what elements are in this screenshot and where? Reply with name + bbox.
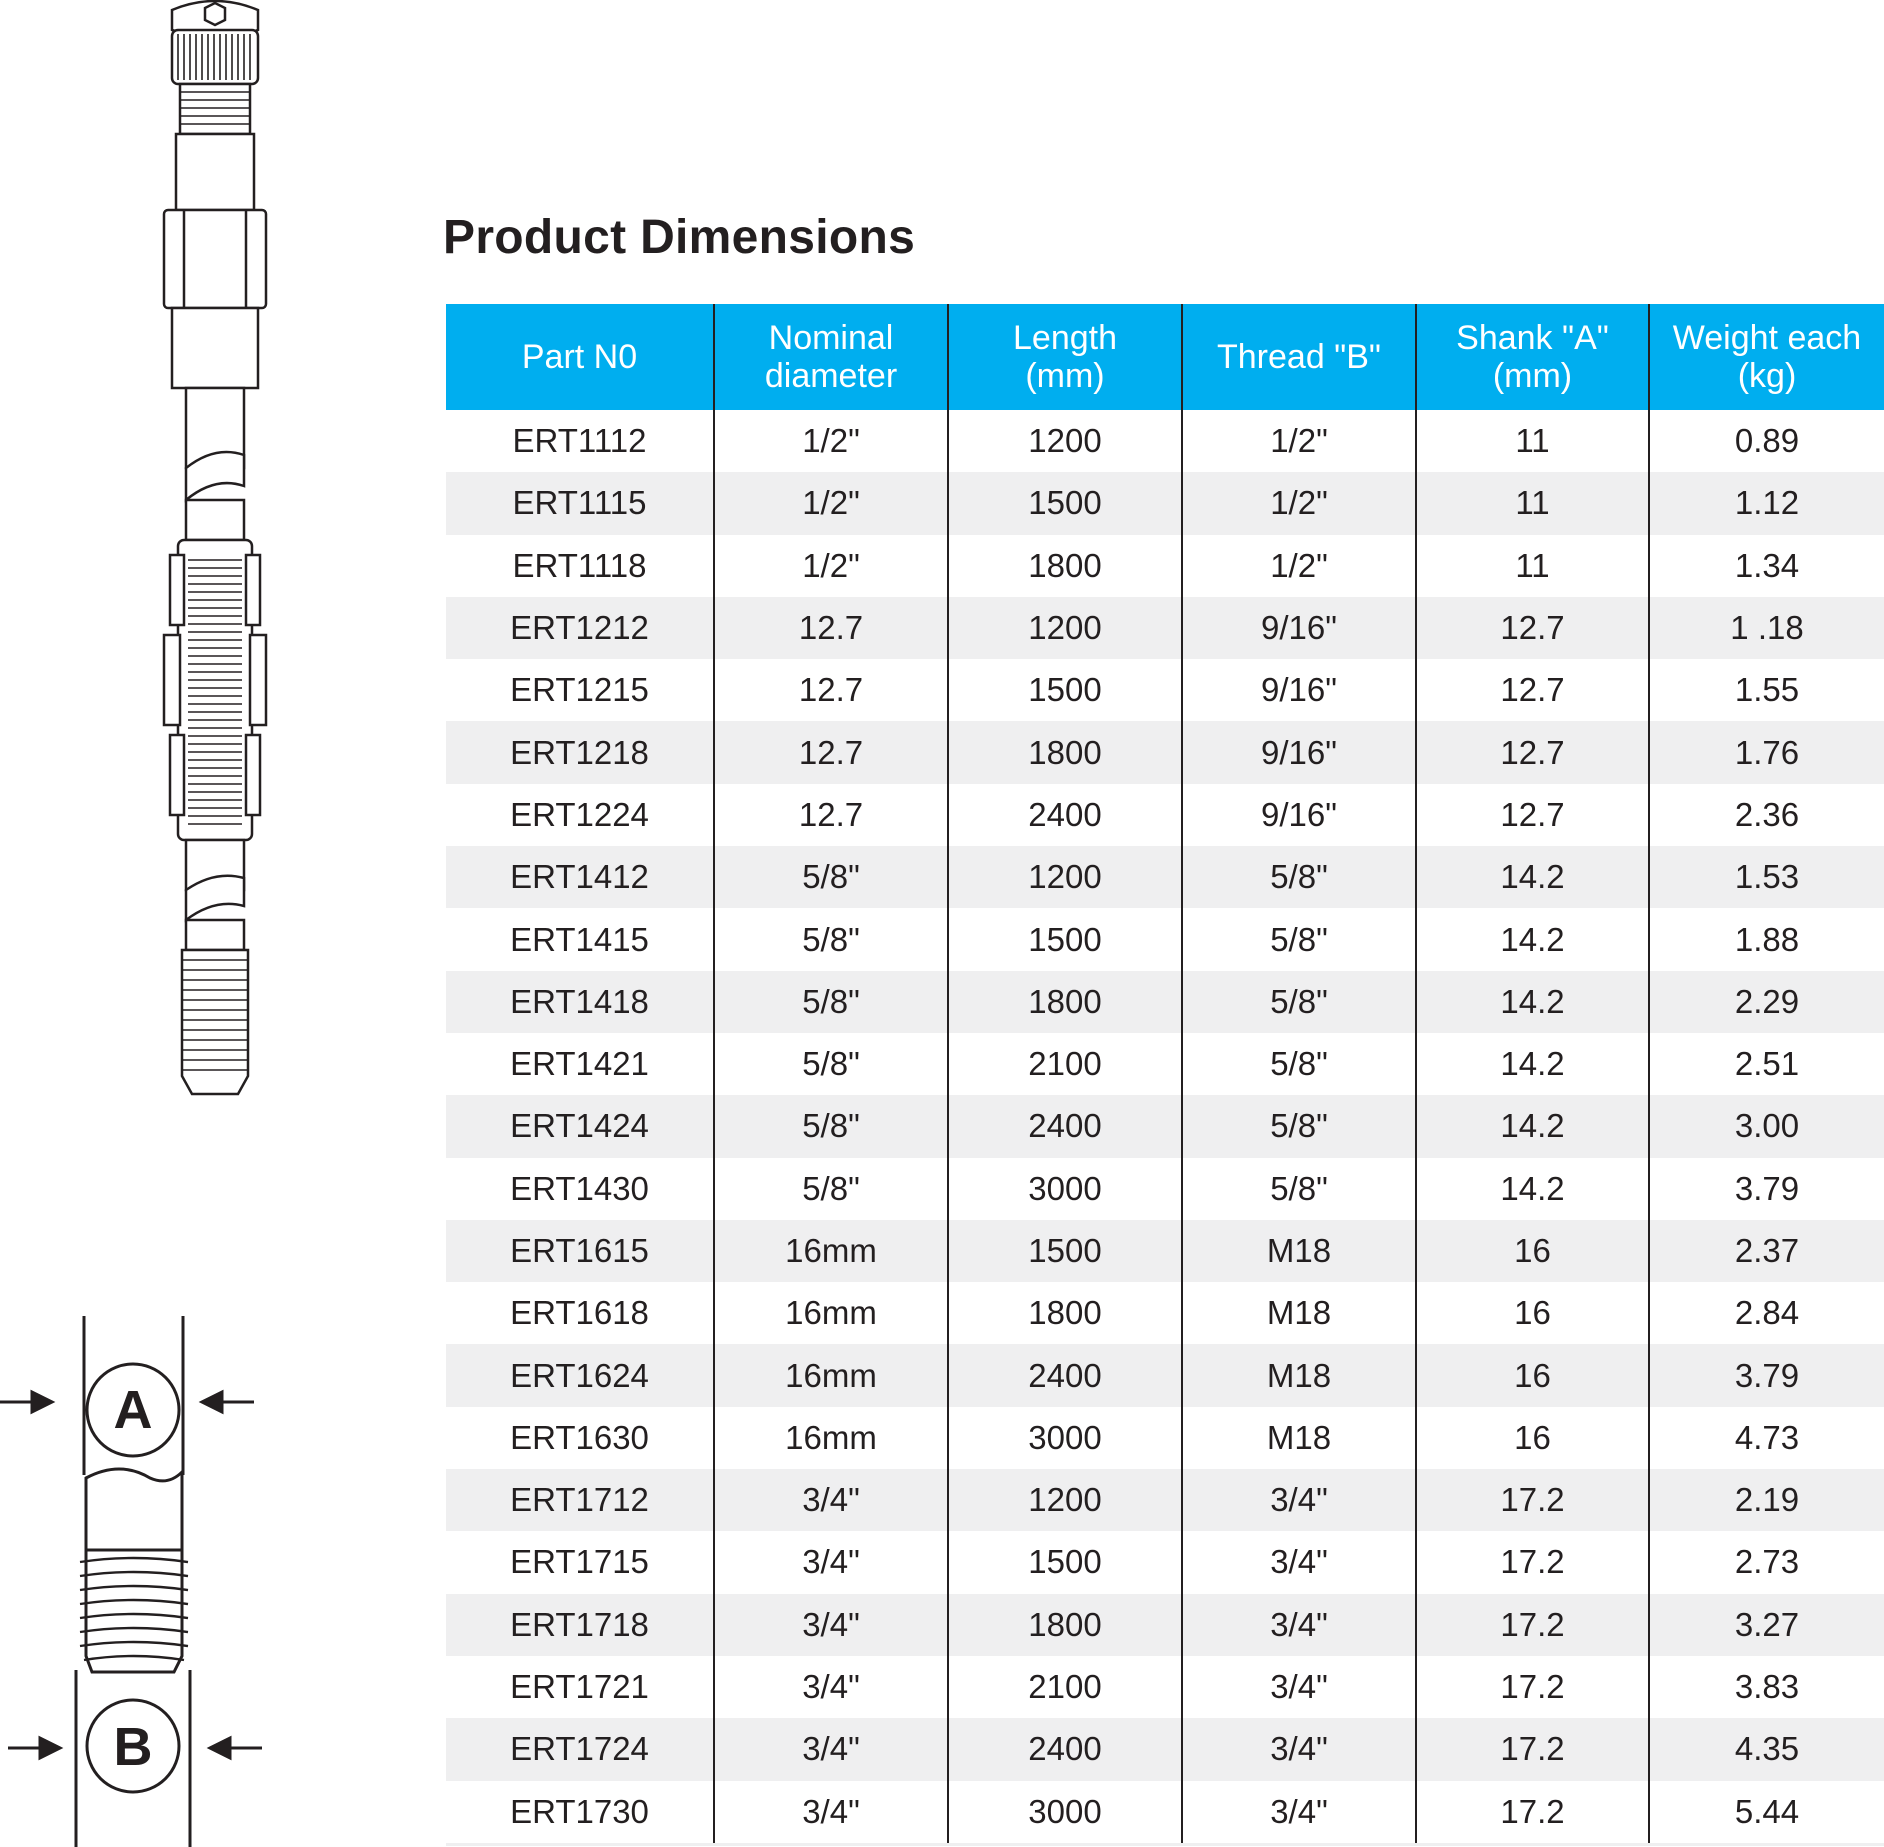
cell-thread-b: 3/4" bbox=[1182, 1781, 1416, 1845]
cell-thread-b: 5/8" bbox=[1182, 846, 1416, 908]
cell-weight: 0.89 bbox=[1734, 422, 1800, 460]
cell-thread-b: 9/16" bbox=[1182, 659, 1416, 721]
cell-shank-a: 17.2 bbox=[1416, 1594, 1649, 1656]
cell-thread-b: 3/4" bbox=[1182, 1531, 1416, 1593]
cell-thread-b: 1/2" bbox=[1182, 472, 1416, 534]
cell-thread-b: M18 bbox=[1182, 1344, 1416, 1406]
cell-part-no: ERT1421 bbox=[446, 1033, 714, 1095]
arrow-left-icon bbox=[210, 1738, 262, 1758]
cell-shank-a: 17.2 bbox=[1416, 1531, 1649, 1593]
cell-nominal-diameter: 1/2" bbox=[714, 410, 948, 472]
table-row bbox=[446, 1656, 1884, 1718]
cell-length: 2100 bbox=[948, 1656, 1182, 1718]
cell-nominal-diameter: 5/8" bbox=[714, 971, 948, 1033]
label-b: B bbox=[113, 1717, 153, 1777]
arrow-left-icon bbox=[202, 1392, 254, 1412]
table-row bbox=[446, 971, 1884, 1033]
cell-thread-b: 5/8" bbox=[1182, 1158, 1416, 1220]
cell-thread-b: 9/16" bbox=[1182, 784, 1416, 846]
cell-weight: 2.36 bbox=[1734, 795, 1800, 833]
cell-thread-b: 5/8" bbox=[1182, 1095, 1416, 1157]
cell-length: 1800 bbox=[948, 535, 1182, 597]
table-row bbox=[446, 721, 1884, 783]
table-row bbox=[446, 1282, 1884, 1344]
cell-nominal-diameter: 12.7 bbox=[714, 659, 948, 721]
cell-nominal-diameter: 16mm bbox=[714, 1407, 948, 1469]
cell-nominal-diameter: 12.7 bbox=[714, 597, 948, 659]
cell-length: 1800 bbox=[948, 971, 1182, 1033]
cell-weight: 4.73 bbox=[1734, 1418, 1800, 1456]
table-row bbox=[446, 659, 1884, 721]
cell-length: 1500 bbox=[948, 472, 1182, 534]
cell-part-no: ERT1415 bbox=[446, 908, 714, 970]
cell-shank-a: 17.2 bbox=[1416, 1781, 1649, 1845]
arrow-right-icon bbox=[0, 1392, 52, 1412]
table-row bbox=[446, 1158, 1884, 1220]
cell-weight: 1 .18 bbox=[1649, 597, 1884, 659]
cell-nominal-diameter: 5/8" bbox=[714, 1033, 948, 1095]
cell-part-no: ERT1630 bbox=[446, 1407, 714, 1469]
cell-shank-a: 16 bbox=[1416, 1344, 1649, 1406]
table-row bbox=[446, 846, 1884, 908]
table-row bbox=[446, 1594, 1884, 1656]
cell-shank-a: 14.2 bbox=[1416, 1158, 1649, 1220]
cell-weight: 1.12 bbox=[1649, 472, 1884, 534]
cell-shank-a: 16 bbox=[1416, 1220, 1649, 1282]
cell-weight: 2.51 bbox=[1734, 1045, 1800, 1083]
cell-shank-a: 14.2 bbox=[1416, 1033, 1649, 1095]
cell-part-no: ERT1624 bbox=[446, 1344, 714, 1406]
cell-weight: 4.35 bbox=[1649, 1718, 1884, 1780]
cell-length: 2400 bbox=[948, 784, 1182, 846]
cell-length: 1800 bbox=[948, 1282, 1182, 1344]
cell-part-no: ERT1618 bbox=[446, 1282, 714, 1344]
cell-thread-b: 9/16" bbox=[1182, 597, 1416, 659]
cell-weight: 2.73 bbox=[1734, 1543, 1800, 1581]
cell-weight: 1.76 bbox=[1649, 721, 1884, 783]
cell-length: 2100 bbox=[948, 1033, 1182, 1095]
cell-shank-a: 17.2 bbox=[1416, 1718, 1649, 1780]
cell-nominal-diameter: 5/8" bbox=[714, 1158, 948, 1220]
earth-rod-illustration bbox=[150, 0, 280, 1110]
cell-nominal-diameter: 3/4" bbox=[714, 1781, 948, 1845]
cell-nominal-diameter: 5/8" bbox=[714, 1095, 948, 1157]
cell-shank-a: 11 bbox=[1416, 535, 1649, 597]
cell-part-no: ERT1715 bbox=[446, 1531, 714, 1593]
table-row bbox=[446, 1718, 1884, 1780]
cell-nominal-diameter: 16mm bbox=[714, 1220, 948, 1282]
cell-shank-a: 11 bbox=[1416, 472, 1649, 534]
cell-part-no: ERT1115 bbox=[446, 472, 714, 534]
cell-thread-b: 5/8" bbox=[1182, 971, 1416, 1033]
cell-thread-b: 1/2" bbox=[1182, 535, 1416, 597]
cell-part-no: ERT1724 bbox=[446, 1718, 714, 1780]
cell-thread-b: 5/8" bbox=[1182, 908, 1416, 970]
header-shank-a: Shank "A" (mm) bbox=[1416, 304, 1649, 410]
cell-part-no: ERT1712 bbox=[446, 1469, 714, 1531]
label-a: A bbox=[113, 1380, 153, 1440]
table-row bbox=[446, 410, 1884, 472]
cell-shank-a: 17.2 bbox=[1416, 1656, 1649, 1718]
cell-thread-b: M18 bbox=[1182, 1282, 1416, 1344]
table-header-row bbox=[446, 304, 1884, 410]
cell-weight: 1.34 bbox=[1734, 546, 1800, 584]
cell-nominal-diameter: 12.7 bbox=[714, 721, 948, 783]
cell-thread-b: M18 bbox=[1182, 1220, 1416, 1282]
cell-length: 1500 bbox=[948, 659, 1182, 721]
cell-part-no: ERT1718 bbox=[446, 1594, 714, 1656]
cell-weight: 2.84 bbox=[1734, 1294, 1800, 1332]
coupler-sleeve bbox=[178, 540, 252, 840]
cell-length: 1200 bbox=[948, 846, 1182, 908]
cell-shank-a: 16 bbox=[1416, 1407, 1649, 1469]
cell-part-no: ERT1615 bbox=[446, 1220, 714, 1282]
cell-nominal-diameter: 1/2" bbox=[714, 472, 948, 534]
cell-part-no: ERT1721 bbox=[446, 1656, 714, 1718]
cell-length: 2400 bbox=[948, 1344, 1182, 1406]
cell-thread-b: 9/16" bbox=[1182, 721, 1416, 783]
cell-part-no: ERT1112 bbox=[446, 410, 714, 472]
cell-nominal-diameter: 1/2" bbox=[714, 535, 948, 597]
cell-length: 1200 bbox=[948, 597, 1182, 659]
knurled-collar bbox=[172, 30, 258, 84]
cell-length: 2400 bbox=[948, 1095, 1182, 1157]
table-row bbox=[446, 908, 1884, 970]
cell-weight: 5.44 bbox=[1649, 1781, 1884, 1845]
cell-part-no: ERT1430 bbox=[446, 1158, 714, 1220]
cell-part-no: ERT1212 bbox=[446, 597, 714, 659]
cell-nominal-diameter: 16mm bbox=[714, 1282, 948, 1344]
cell-weight: 3.79 bbox=[1734, 1169, 1800, 1207]
cell-weight: 2.29 bbox=[1649, 971, 1884, 1033]
cell-thread-b: 5/8" bbox=[1182, 1033, 1416, 1095]
table-body bbox=[446, 410, 1884, 1844]
page-title: Product Dimensions bbox=[443, 211, 916, 264]
table-row bbox=[446, 535, 1884, 597]
dimension-diagram bbox=[0, 1310, 280, 1847]
table-row bbox=[446, 1407, 1884, 1469]
cell-length: 1500 bbox=[948, 1220, 1182, 1282]
table-row bbox=[446, 1033, 1884, 1095]
shank-section bbox=[86, 1469, 182, 1550]
cell-part-no: ERT1418 bbox=[446, 971, 714, 1033]
cell-shank-a: 16 bbox=[1416, 1282, 1649, 1344]
cell-weight: 2.19 bbox=[1649, 1469, 1884, 1531]
cell-weight: 3.27 bbox=[1649, 1594, 1884, 1656]
cell-shank-a: 11 bbox=[1416, 410, 1649, 472]
cell-nominal-diameter: 3/4" bbox=[714, 1656, 948, 1718]
cell-thread-b: 3/4" bbox=[1182, 1469, 1416, 1531]
table-row bbox=[446, 1469, 1884, 1531]
cell-shank-a: 12.7 bbox=[1416, 784, 1649, 846]
cell-shank-a: 14.2 bbox=[1416, 908, 1649, 970]
header-length: Length (mm) bbox=[948, 304, 1182, 410]
cell-length: 1500 bbox=[948, 908, 1182, 970]
cell-thread-b: 3/4" bbox=[1182, 1718, 1416, 1780]
header-thread-b: Thread "B" bbox=[1182, 304, 1416, 410]
cell-part-no: ERT1412 bbox=[446, 846, 714, 908]
cell-nominal-diameter: 5/8" bbox=[714, 908, 948, 970]
threaded-tip bbox=[182, 950, 248, 1094]
cell-part-no: ERT1730 bbox=[446, 1781, 714, 1845]
cell-nominal-diameter: 3/4" bbox=[714, 1469, 948, 1531]
cell-nominal-diameter: 3/4" bbox=[714, 1594, 948, 1656]
table-row bbox=[446, 1344, 1884, 1406]
table-row bbox=[446, 784, 1884, 846]
cell-weight: 2.37 bbox=[1649, 1220, 1884, 1282]
cell-length: 1800 bbox=[948, 721, 1182, 783]
table-row bbox=[446, 1781, 1884, 1845]
cell-thread-b: 1/2" bbox=[1182, 410, 1416, 472]
cell-shank-a: 14.2 bbox=[1416, 1095, 1649, 1157]
cell-part-no: ERT1118 bbox=[446, 535, 714, 597]
cell-part-no: ERT1224 bbox=[446, 784, 714, 846]
cell-weight: 1.55 bbox=[1734, 671, 1800, 709]
table-row bbox=[446, 1220, 1884, 1282]
cell-length: 3000 bbox=[948, 1781, 1182, 1845]
cell-shank-a: 12.7 bbox=[1416, 659, 1649, 721]
cell-shank-a: 14.2 bbox=[1416, 971, 1649, 1033]
table-row bbox=[446, 1531, 1884, 1593]
cell-length: 3000 bbox=[948, 1407, 1182, 1469]
cell-length: 1800 bbox=[948, 1594, 1182, 1656]
table-row bbox=[446, 1095, 1884, 1157]
cell-part-no: ERT1218 bbox=[446, 721, 714, 783]
cell-nominal-diameter: 5/8" bbox=[714, 846, 948, 908]
cell-length: 1500 bbox=[948, 1531, 1182, 1593]
cell-weight: 1.53 bbox=[1649, 846, 1884, 908]
table-row bbox=[446, 597, 1884, 659]
cell-length: 1200 bbox=[948, 410, 1182, 472]
cell-nominal-diameter: 12.7 bbox=[714, 784, 948, 846]
cell-length: 2400 bbox=[948, 1718, 1182, 1780]
cell-part-no: ERT1215 bbox=[446, 659, 714, 721]
product-dimensions-table bbox=[446, 304, 1884, 1846]
cell-shank-a: 12.7 bbox=[1416, 721, 1649, 783]
cell-nominal-diameter: 3/4" bbox=[714, 1531, 948, 1593]
cell-weight: 3.83 bbox=[1734, 1668, 1800, 1706]
cell-thread-b: 3/4" bbox=[1182, 1656, 1416, 1718]
header-part-no: Part N0 bbox=[446, 304, 714, 410]
cell-thread-b: M18 bbox=[1182, 1407, 1416, 1469]
cell-weight: 1.88 bbox=[1734, 920, 1800, 958]
cell-weight: 3.00 bbox=[1649, 1095, 1884, 1157]
header-weight: Weight each (kg) bbox=[1649, 304, 1884, 410]
cell-shank-a: 12.7 bbox=[1416, 597, 1649, 659]
cell-nominal-diameter: 16mm bbox=[714, 1344, 948, 1406]
cell-weight: 3.79 bbox=[1649, 1344, 1884, 1406]
cell-part-no: ERT1424 bbox=[446, 1095, 714, 1157]
cell-length: 3000 bbox=[948, 1158, 1182, 1220]
cell-length: 1200 bbox=[948, 1469, 1182, 1531]
hex-socket-icon bbox=[205, 3, 225, 25]
cell-nominal-diameter: 3/4" bbox=[714, 1718, 948, 1780]
table-row bbox=[446, 472, 1884, 534]
thread-section bbox=[86, 1550, 182, 1672]
cell-shank-a: 17.2 bbox=[1416, 1469, 1649, 1531]
cell-shank-a: 14.2 bbox=[1416, 846, 1649, 908]
arrow-right-icon bbox=[8, 1738, 60, 1758]
hex-nut bbox=[164, 210, 266, 308]
cell-thread-b: 3/4" bbox=[1182, 1594, 1416, 1656]
header-nominal-diameter: Nominal diameter bbox=[714, 304, 948, 410]
